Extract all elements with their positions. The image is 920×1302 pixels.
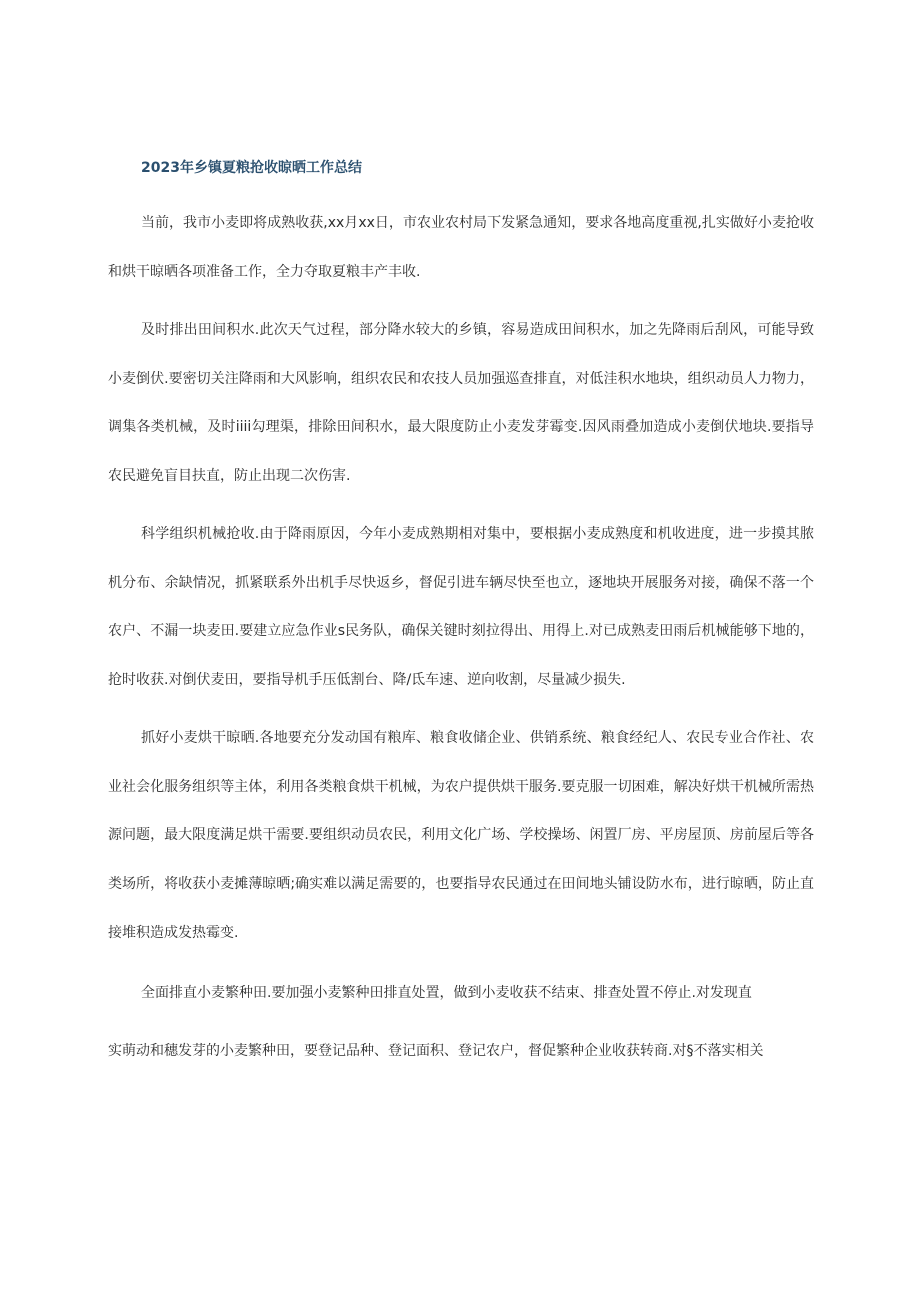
- paragraph-machine-harvest: 科学组织机械抢收.由于降雨原因，今年小麦成熟期相对集中，要根据小麦成熟度和机收进度，进一步摸其脓机分布、余缺情况，抓紧联系外出机手尽快返乡，督促引进车辆尽快至也立，逐地块开展服务对接，确保不落一个农户、不漏一块麦田.要建立应急作业s民务队，确保关键时刻拉得出、用得上.对已成熟麦田雨后机械能够下地的，抢时收获.对倒伏麦田，要指导机手压低割台、降/氐车速、逆向收割，尽量减少损失.: [108, 526, 814, 689]
- paragraph-intro: 当前，我市小麦即将成熟收获,xx月xx日，市农业农村局下发紧急通知，要求各地高度重视,扎实做好小麦抢收和烘干晾晒各项准备工作，全力夺取夏粮丰产丰收.: [108, 215, 814, 280]
- document-title: 2023年乡镇夏粮抢收晾晒工作总结: [141, 160, 362, 176]
- paragraph-seed-field-line-1: 全面排直小麦繁种田.要加强小麦繁种田排直处置，做到小麦收获不结束、排查处置不停止.对发现直: [141, 985, 752, 1001]
- paragraph-drain-water: 及时排出田间积水.此次天气过程，部分降水较大的乡镇，容易造成田间积水，加之先降雨后刮风，可能导致小麦倒伏.要密切关注降雨和大风影响，组织农民和农技人员加强巡查排直，对低洼积水地块，组织动员人力物力，调集各类机械，及时iiii勾理渠，排除田间积水，最大限度防止小麦发芽霉变.因风雨叠加造成小麦倒伏地块.要指导农民避免盲目扶直，防止出现二次伤害.: [108, 322, 814, 485]
- paragraph-seed-field-line-2: 实萌动和穗发芽的小麦繁种田，要登记品种、登记面积、登记农户，督促繁种企业收获转商.对§不落实相关: [108, 1043, 764, 1059]
- paragraph-drying: 抓好小麦烘干晾晒.各地要充分发动国有粮库、粮食收储企业、供销系统、粮食经纪人、农民专业合作社、农业社会化服务组织等主体，利用各类粮食烘干机械，为农户提供烘干服务.要克服一切困难，解决好烘干机械所需热源问题，最大限度满足烘干需要.要组织动员农民，利用文化广场、学校操场、闲置厂房、平房屋顶、房前屋后等各类场所，将收获小麦摊薄晾晒;确实难以满足需要的，也要指导农民通过在田间地头铺设防水布，进行晾晒，防止直接堆积造成发热霉变.: [108, 730, 814, 941]
